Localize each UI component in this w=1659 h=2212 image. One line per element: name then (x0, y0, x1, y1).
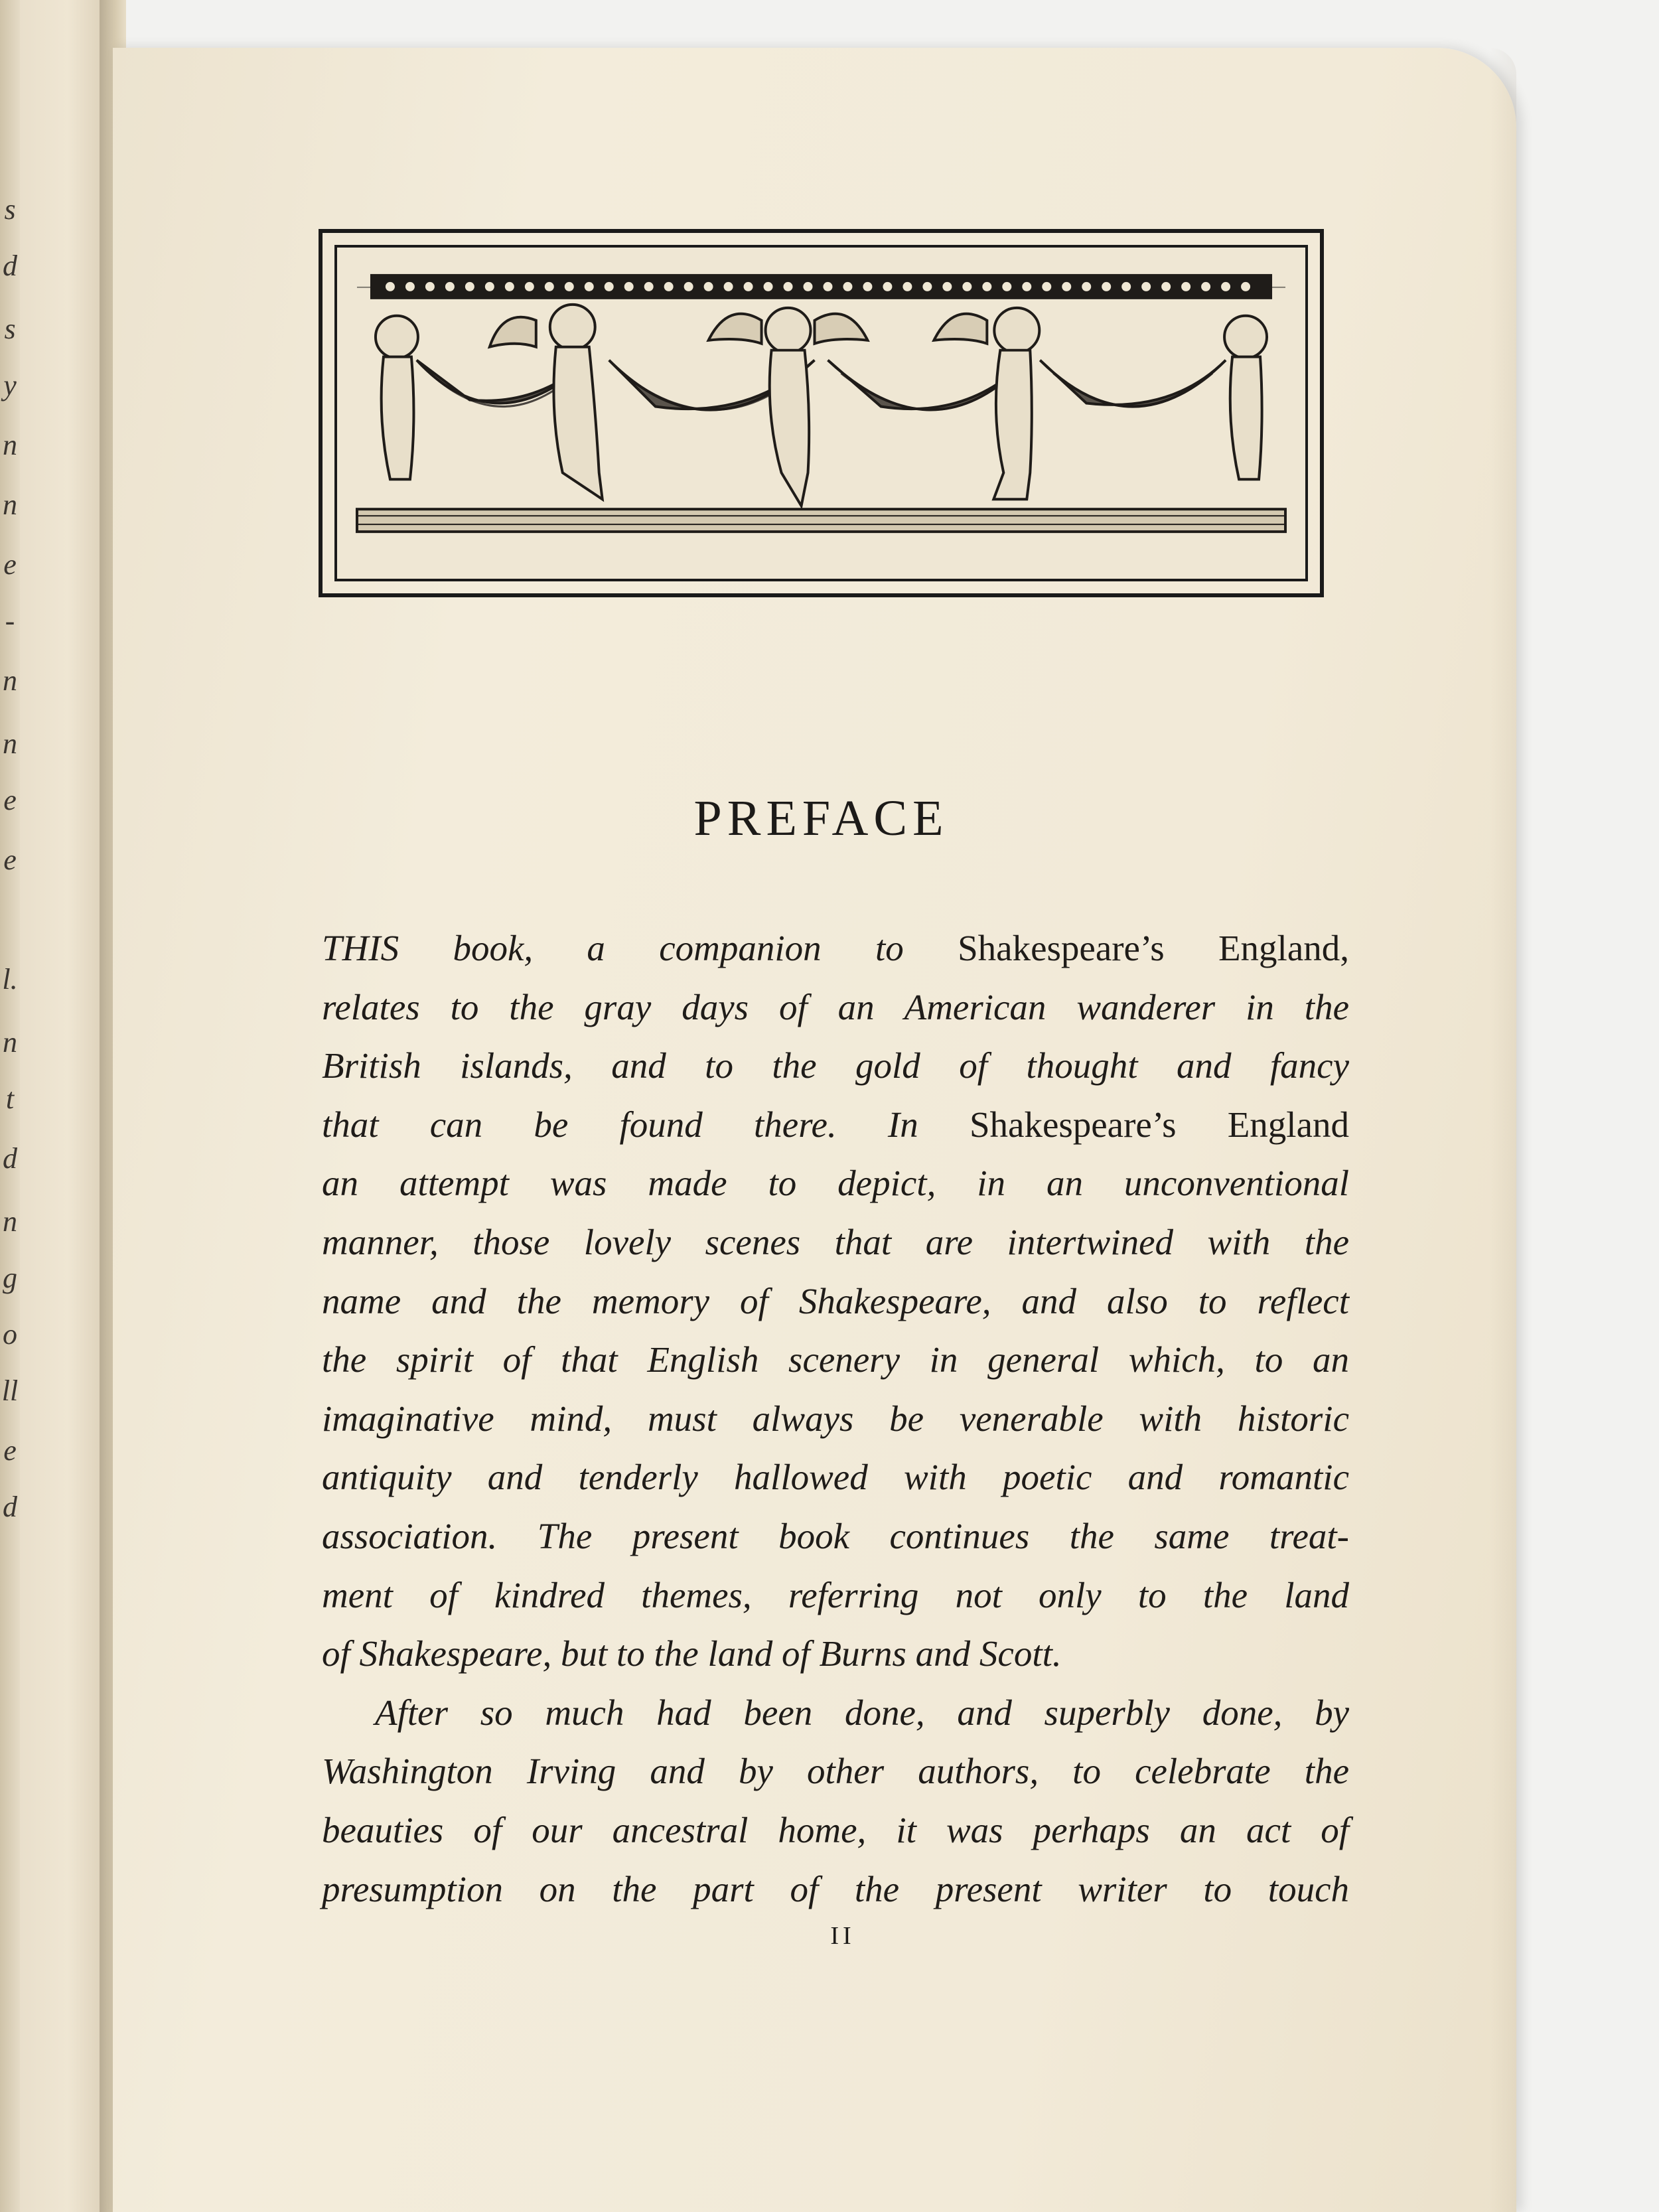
facing-page-letter: l. (2, 963, 18, 995)
page-title: PREFACE (693, 790, 949, 846)
facing-page-letter: e (3, 548, 17, 581)
text-line (322, 919, 1349, 978)
text-line: manner, those lovely scenes that are intertwined with the (322, 1221, 1349, 1262)
text-line: After so much had been done, and superbly done, by (375, 1692, 1349, 1733)
facing-page-letter: n (3, 1205, 17, 1238)
text-run: Shakespeare’s England (969, 1104, 1349, 1145)
cherub-frieze-engraving-icon (337, 248, 1305, 579)
facing-page-letter: n (3, 488, 17, 521)
facing-page-letter: s (4, 193, 16, 226)
text-line: British islands, and to the gold of thought and fancy (322, 1045, 1349, 1086)
facing-page-letter: e (3, 1434, 17, 1467)
facing-page-letter: n (3, 429, 17, 461)
facing-page-letter: d (3, 1142, 17, 1175)
facing-page-letter: n (3, 1026, 17, 1059)
page-edge-shadow (1490, 48, 1516, 2212)
facing-page-letter: n (3, 727, 17, 760)
text-line: an attempt was made to depict, in an unconventional (322, 1163, 1349, 1204)
facing-page-letter: y (3, 369, 17, 402)
facing-page-letter: d (3, 1491, 17, 1523)
text-run: THIS (322, 928, 399, 968)
text-line: relates to the gray days of an American wanderer in the (322, 986, 1349, 1027)
facing-page-letter: e (3, 844, 17, 876)
facing-page-letter: g (3, 1262, 17, 1294)
facing-page-letter: s (4, 313, 16, 345)
facing-page-letter: ll (1, 1374, 19, 1407)
text-run: Shakespeare’s England, (958, 928, 1350, 968)
preface-body (322, 919, 1349, 1919)
facing-page-letter: t (5, 1082, 15, 1115)
text-line: of Shakespeare, but to the land of Burns and Scott. (322, 1633, 1062, 1674)
text-line: imaginative mind, must always be venerable with historic (322, 1398, 1349, 1439)
page-number: II (830, 1922, 855, 1950)
illustration-frame (319, 229, 1324, 597)
facing-page-letter: o (3, 1318, 17, 1351)
illustration-inner-border (334, 245, 1308, 581)
text-run: book, a companion to (399, 928, 958, 968)
facing-page-letter: d (3, 250, 17, 282)
text-line: ment of kindred themes, referring not only to the land (322, 1574, 1349, 1615)
text-line: name and the memory of Shakespeare, and also to reflect (322, 1280, 1349, 1321)
text-line (322, 1096, 1349, 1155)
text-line: the spirit of that English scenery in general which, to an (322, 1339, 1349, 1380)
text-line: presumption on the part of the present writer to touch (322, 1868, 1349, 1909)
text-line: antiquity and tenderly hallowed with poetic and romantic (322, 1457, 1349, 1498)
text-line: Washington Irving and by other authors, to celebrate the (322, 1751, 1349, 1792)
text-line: association. The present book continues the same treat- (322, 1515, 1349, 1556)
facing-page-letter: - (5, 605, 15, 637)
facing-page-edge (0, 0, 113, 2212)
facing-page-letter: n (3, 664, 17, 697)
facing-page-letter: e (3, 784, 17, 816)
text-line: beauties of our ancestral home, it was perhaps an act of (322, 1809, 1349, 1850)
text-run: that can be found there. In (322, 1104, 970, 1145)
